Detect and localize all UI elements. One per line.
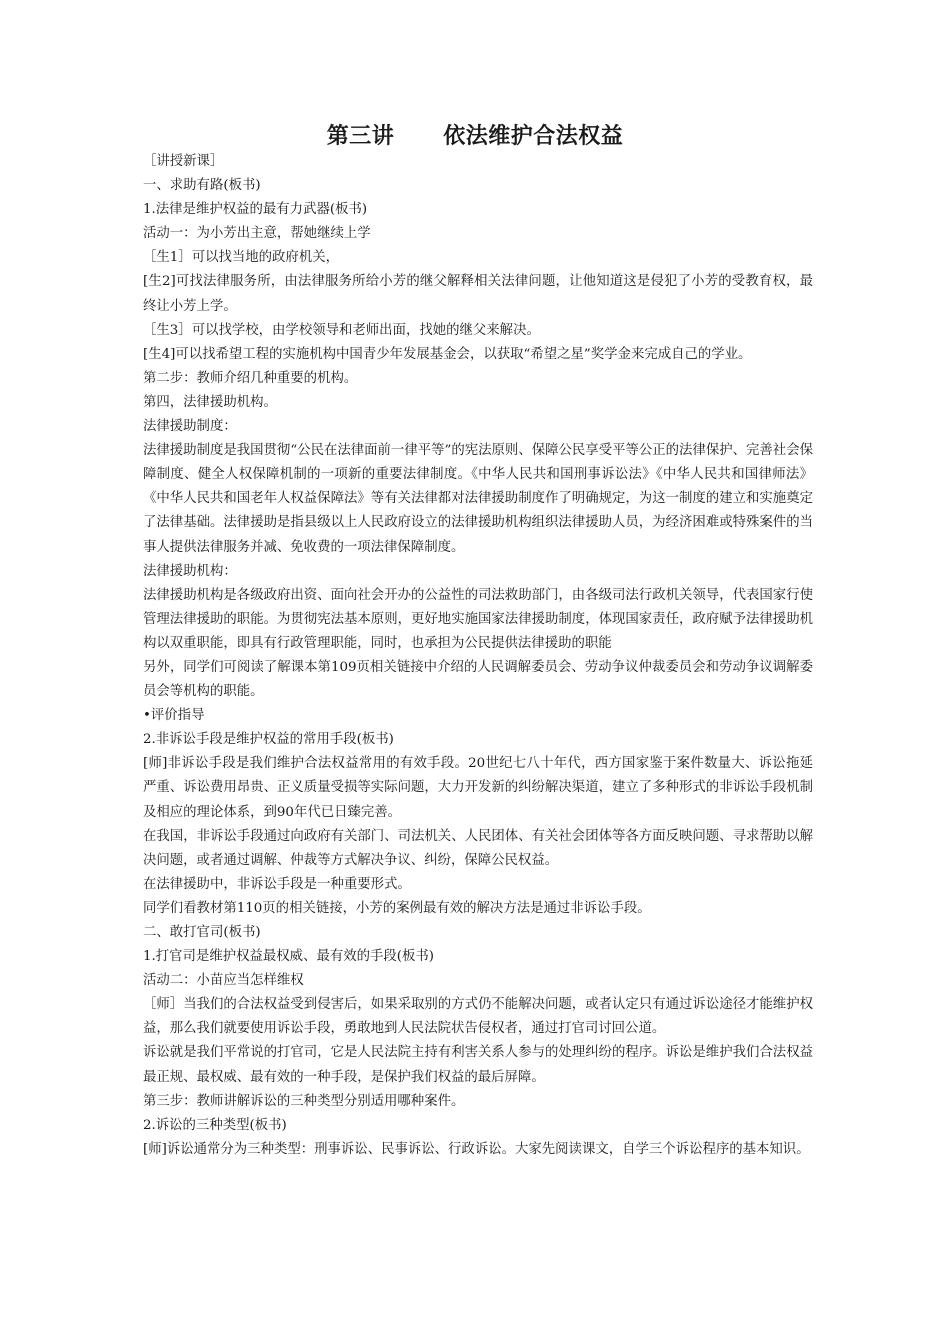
paragraph: 法律援助机构： — [143, 563, 237, 579]
paragraph: [生2]可找法律服务所，由法律服务所给小芳的继父解释相关法律问题，让他知道这是侵犯了小芳的受教育权，最终让小芳上学。 — [143, 274, 813, 314]
paragraph: [师]非诉讼手段是我们维护合法权益常用的有效手段。20世纪七八十年代，西方国家鉴于案件数量大、诉讼拖延严重、诉讼费用昂贵、正义质量受损等实际问题，大力开发新的纠纷解决渠道，建立了多种形式的非诉讼手段机制及相应的理论体系，到90年代已日臻完善。 — [143, 756, 813, 820]
paragraph: 在法律援助中，非诉讼手段是一种重要形式。 — [143, 876, 411, 892]
section-heading: 二、敢打官司(板书) — [143, 925, 261, 940]
paragraph: 另外，同学们可阅读了解课本第109页相关链接中介绍的人民调解委员会、劳动争议仲裁委员会和劳动争议调解委员会等机构的职能。 — [143, 659, 813, 700]
paragraph: 法律援助机构是各级政府出资、面向社会开办的公益性的司法救助部门，由各级司法行政机关领导，代表国家行使管理法律援助的职能。为贯彻宪法基本原则，更好地实施国家法律援助制度，体现国家责任，政府赋予法律援助机构以双重职能，即具有行政管理职能，同时，也承担为公民提供法律援助的职能 — [143, 587, 813, 651]
paragraph: 活动二：小苗应当怎样维权 — [143, 973, 304, 989]
paragraph: 活动一：为小芳出主意，帮她继续上学 — [143, 226, 371, 242]
paragraph: ［师］当我们的合法权益受到侵害后，如果采取别的方式仍不能解决问题，或者认定只有通过诉讼途径才能维护权益，那么我们就要使用诉讼手段，勇敢地到人民法院状告侵权者，通过打官司讨回公道。 — [143, 997, 813, 1037]
section-heading: 一、求助有路(板书) — [143, 178, 261, 194]
paragraph: 法律援助制度是我国贯彻“公民在法律面前一律平等”的宪法原则、保障公民享受平等公正的法律保护、完善社会保障制度、健全人权保障机制的一项新的重要法律制度。《中华人民共和国刑事诉讼法》《中华人民共和国律师法》《中华人民共和国老年人权益保障法》等有关法律都对法律援助制度作了明确规定，为这一制度的建立和实施奠定了法律基础。法律援助是指县级以上人民政府设立的法律援助机构组织法律援助人员，为经济困难或特殊案件的当事人提供法律服务并减、免收费的一项法律保障制度。 — [143, 443, 813, 555]
paragraph: [生4]可以找希望工程的实施机构中国青少年发展基金会，以获取“希望之星”奖学金来完成自己的学业。 — [143, 346, 752, 362]
paragraph: 法律援助制度： — [143, 419, 237, 435]
paragraph: 诉讼就是我们平常说的打官司，它是人民法院主持有利害关系人参与的处理纠纷的程序。诉讼是维护我们合法权益最正规、最权威、最有效的一种手段，是保护我们权益的最后屏障。 — [143, 1045, 813, 1085]
paragraph: 同学们看教材第110页的相关链接，小芳的案例最有效的解决方法是通过非诉讼手段。 — [143, 900, 651, 916]
paragraph: 第三步：教师讲解诉讼的三种类型分别适用哪种案件。 — [143, 1093, 465, 1109]
paragraph: [师]诉讼通常分为三种类型：刑事诉讼、民事诉讼、行政诉讼。大家先阅读课文，自学三个诉讼程序的基本知识。 — [143, 1141, 810, 1157]
subsection-heading: 1.打官司是维护权益最权威、最有效的手段(板书) — [143, 949, 435, 965]
paragraph: 第二步：教师介绍几种重要的机构。 — [143, 370, 358, 386]
subsection-heading: 2.诉讼的三种类型(板书) — [143, 1117, 287, 1133]
subsection-heading: 1.法律是维护权益的最有力武器(板书) — [143, 202, 368, 218]
document-body — [143, 150, 813, 1162]
paragraph: ［生3］可以找学校，由学校领导和老师出面，找她的继父来解决。 — [143, 322, 540, 338]
paragraph: 在我国，非诉讼手段通过向政府有关部门、司法机关、人民团体、有关社会团体等各方面反映问题、寻求帮助以解决问题，或者通过调解、仲裁等方式解决争议、纠纷，保障公民权益。 — [143, 828, 813, 868]
subsection-heading: 2.非诉讼手段是维护权益的常用手段(板书) — [143, 732, 394, 748]
paragraph: 第四，法律援助机构。 — [143, 394, 277, 410]
page-title: 第三讲 依法维护合法权益 — [326, 124, 624, 149]
paragraph: ［生1］可以找当地的政府机关， — [143, 250, 339, 266]
paragraph: •评价指导 — [143, 708, 205, 724]
paragraph: ［讲授新课］ — [143, 154, 224, 169]
